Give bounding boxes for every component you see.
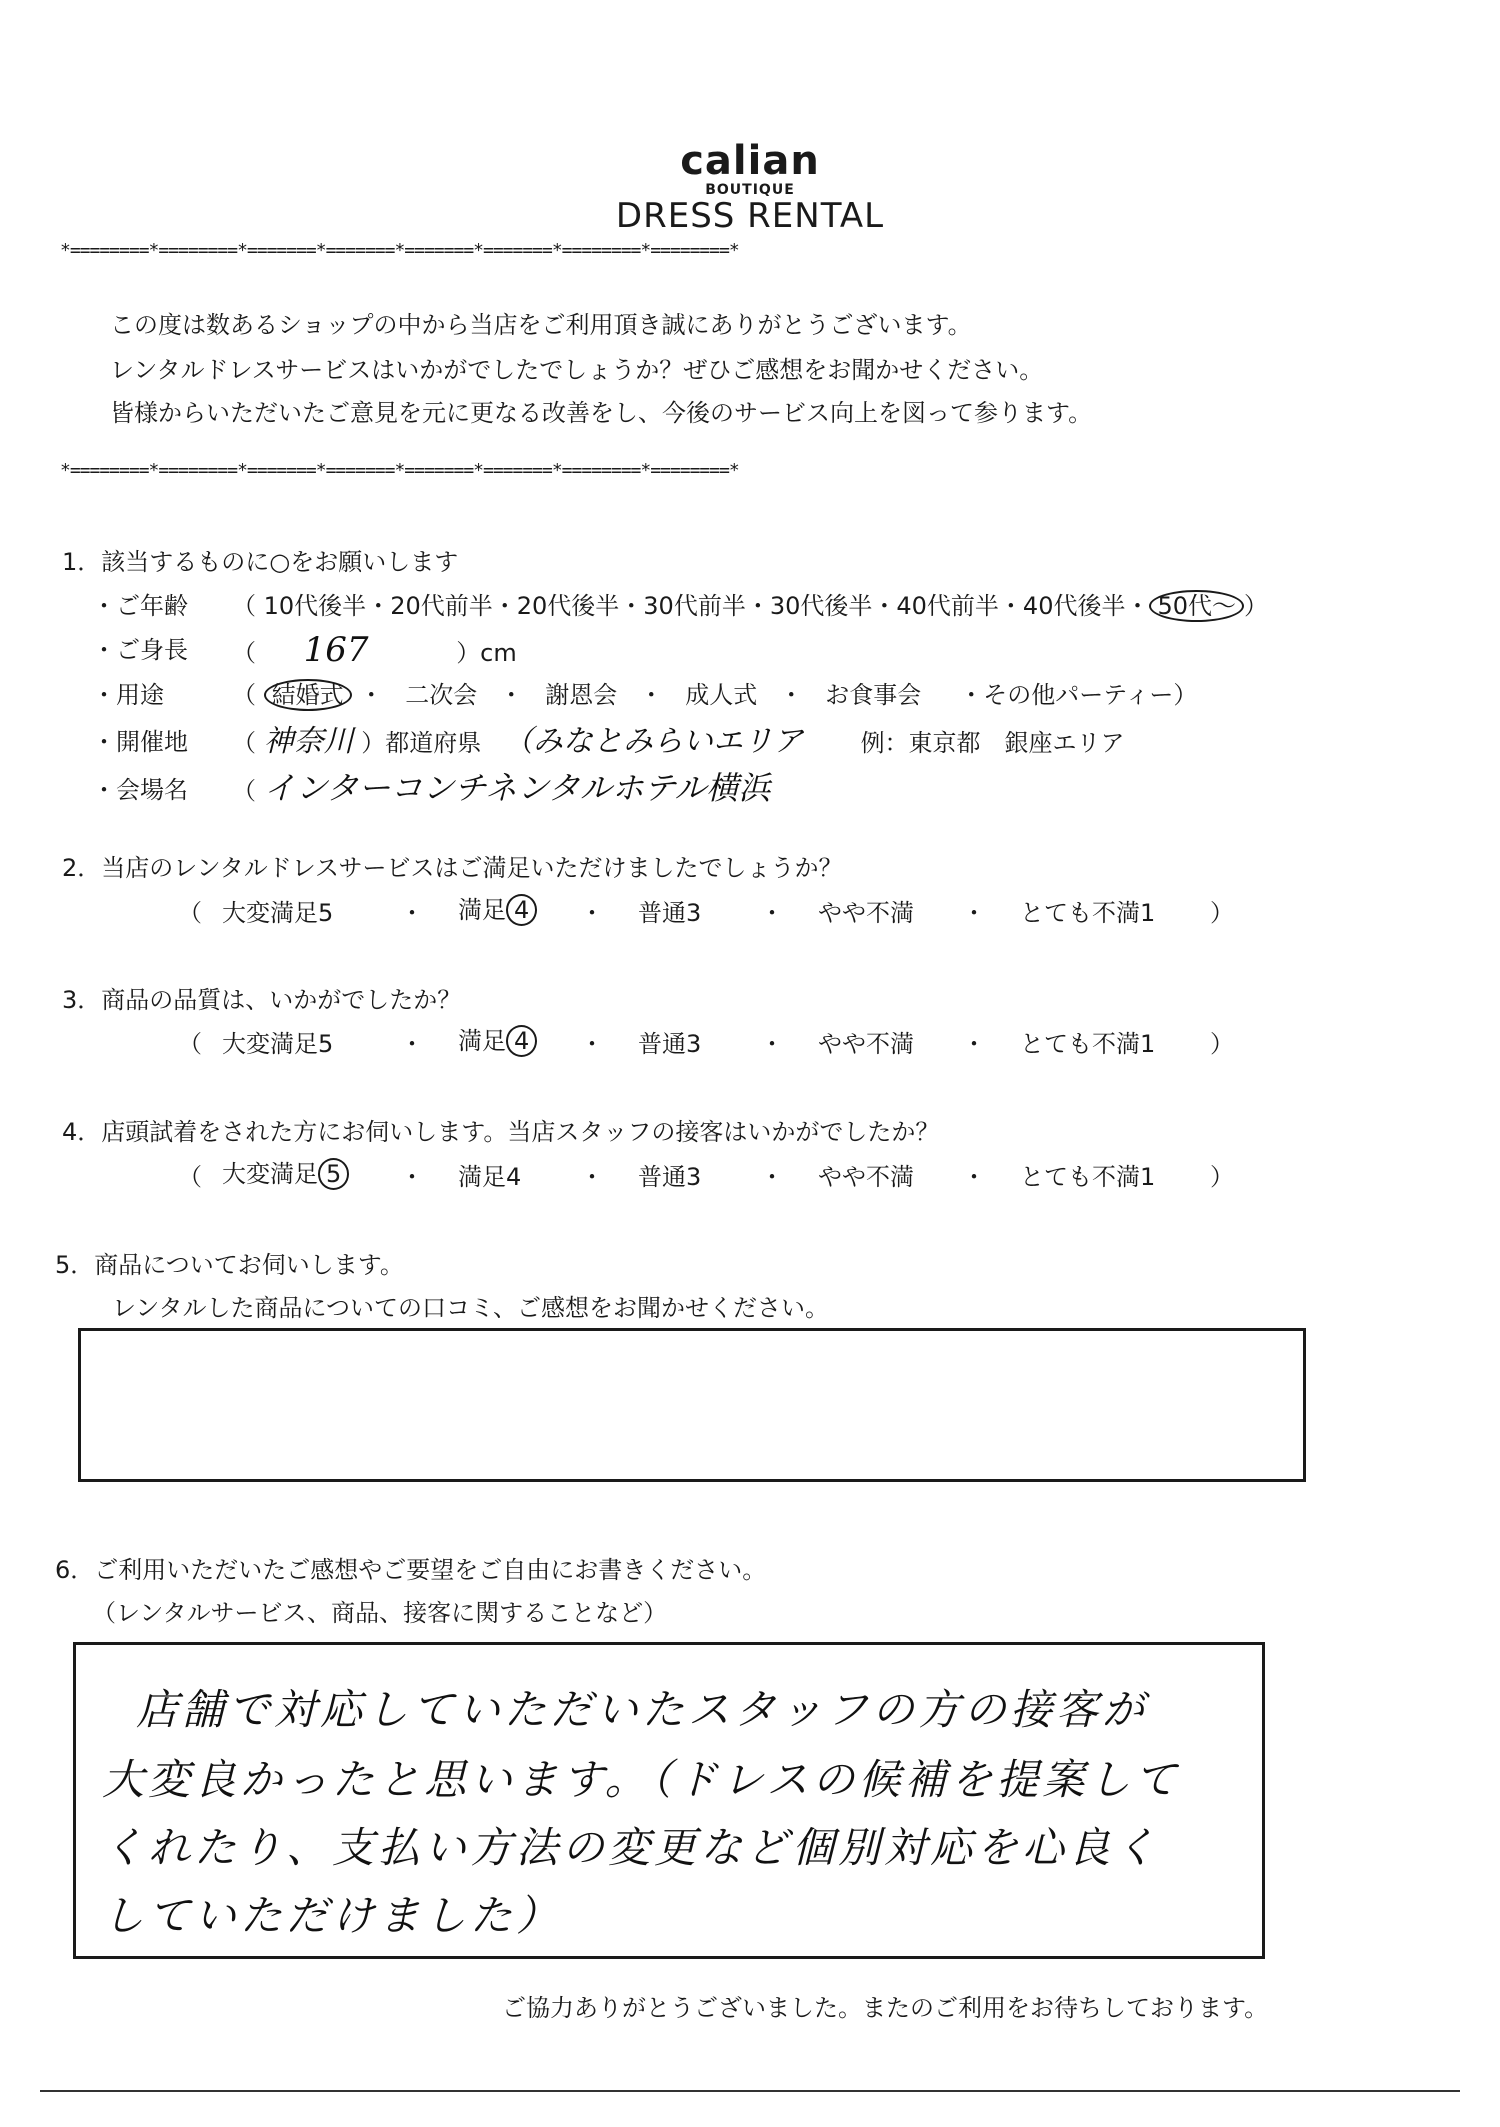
q1-title: 1．該当するものに○をお願いします: [62, 548, 459, 576]
q2-open: （: [178, 899, 202, 927]
q3-sep: ・: [400, 1030, 424, 1058]
q3-option-1: とても不満1: [1020, 1030, 1156, 1058]
q6-answer-line: 大変良かったと思います。（ドレスの候補を提案して: [102, 1755, 1181, 1804]
q6-subtitle: （レンタルサービス、商品、接客に関することなど）: [92, 1599, 668, 1627]
q6-answer-line: 店舗で対応していただいたスタッフの方の接客が: [136, 1685, 1149, 1734]
q3-close: ）: [1210, 1030, 1234, 1058]
venue-area: （みなとみらいエリア: [502, 724, 803, 759]
q6-answer-box[interactable]: [73, 1642, 1265, 1959]
q2-option-4: 満足 4: [458, 890, 537, 925]
q4-open: （: [178, 1163, 202, 1191]
venue-area-row: （ 神奈川 ）都道府県 （みなとみらいエリア 例：東京都 銀座エリア: [232, 724, 1125, 759]
q4-sep: ・: [400, 1163, 424, 1191]
brand-service: DRESS RENTAL: [615, 196, 885, 236]
q2-sep: ・: [580, 899, 604, 927]
q2-option-2: やや不満: [818, 899, 914, 927]
q5-answer-box[interactable]: [78, 1328, 1306, 1482]
footer-thanks: ご協力ありがとうございました。またのご利用をお待ちしております。: [502, 1994, 1269, 2022]
intro-line-2: レンタルドレスサービスはいかがでしたでしょうか？ぜひご感想をお聞かせください。: [110, 356, 1044, 384]
age-option: 40代前半: [896, 592, 999, 620]
purpose-option: 成人式: [685, 681, 758, 709]
intro-line-3: 皆様からいただいたご意見を元に更なる改善をし、今後のサービス向上を図って参ります。: [110, 399, 1093, 427]
venue-name-row: （ インターコンチネンタルホテル横浜: [232, 769, 771, 807]
q3-selected: 4: [506, 1025, 537, 1057]
q4-selected: 5: [318, 1158, 349, 1190]
q2-sep: ・: [962, 899, 986, 927]
q2-title: 2．当店のレンタルドレスサービスはご満足いただけましたでしょうか？: [62, 854, 843, 882]
q5-subtitle: レンタルした商品についての口コミ、ご感想をお聞かせください。: [112, 1294, 829, 1322]
age-option: 10代後半: [263, 592, 367, 620]
venue-name: インターコンチネンタルホテル横浜: [263, 769, 771, 807]
q2-close: ）: [1210, 899, 1234, 927]
brand-name: calian: [680, 138, 820, 184]
venue-example: 例：東京都 銀座エリア: [860, 729, 1125, 757]
q3-sep: ・: [962, 1030, 986, 1058]
purpose-selected: 結婚式: [264, 679, 352, 711]
q4-sep: ・: [580, 1163, 604, 1191]
q3-title: 3．商品の品質は、いかがでしたか？: [62, 986, 462, 1014]
q5-title: 5．商品についてお伺いします。: [55, 1251, 404, 1279]
q4-sep: ・: [760, 1163, 784, 1191]
purpose-option: お食事会: [825, 681, 922, 709]
q6-title: 6．ご利用いただいたご感想やご要望をご自由にお書きください。: [55, 1556, 767, 1584]
separator-bottom: *========*========*=======*=======*=======*=======*========*========*: [60, 460, 739, 481]
q4-option-1: とても不満1: [1020, 1163, 1156, 1191]
q4-title: 4．店頭試着をされた方にお伺いします。当店スタッフの接客はいかがでしたか？: [62, 1118, 940, 1146]
age-option: 30代後半: [769, 592, 873, 620]
separator-top: *========*========*=======*=======*=======*=======*========*========*: [60, 240, 739, 261]
age-option: 30代前半: [643, 592, 746, 620]
q6-answer-line: くれたり、支払い方法の変更など個別対応を心良く: [102, 1823, 1161, 1872]
age-option: 20代前半: [390, 592, 493, 620]
q4-option-3: 普通3: [638, 1163, 702, 1191]
height-value: 167: [303, 630, 369, 670]
q4-close: ）: [1210, 1163, 1234, 1191]
purpose-label: ・用途: [92, 681, 164, 709]
brand-subtitle: BOUTIQUE: [705, 182, 795, 198]
q4-option-4: 満足4: [458, 1163, 522, 1191]
q2-selected: 4: [506, 894, 537, 926]
q2-sep: ・: [760, 899, 784, 927]
q2-option-3: 普通3: [638, 899, 702, 927]
q2-sep: ・: [400, 899, 424, 927]
venue-name-label: ・会場名: [92, 776, 188, 804]
q4-sep: ・: [962, 1163, 986, 1191]
q4-option-5: 大変満足 5: [222, 1154, 349, 1189]
q4-option-2: やや不満: [818, 1163, 914, 1191]
age-options: （ 10代後半・20代前半・20代後半・30代前半・30代後半・40代前半・40代後半・ 50代～ ）: [232, 592, 1269, 620]
age-selected: 50代～: [1149, 590, 1244, 622]
q3-option-3: 普通3: [638, 1030, 702, 1058]
q3-sep: ・: [760, 1030, 784, 1058]
intro-line-1: この度は数あるショップの中から当店をご利用頂き誠にありがとうございます。: [110, 311, 972, 339]
venue-prefecture: 神奈川: [263, 724, 354, 759]
height-label: ・ご身長: [92, 636, 188, 664]
q3-option-5: 大変満足5: [222, 1030, 334, 1058]
q3-open: （: [178, 1030, 202, 1058]
height-row: （ 167 ）cm: [232, 630, 517, 670]
purpose-option: 二次会: [405, 681, 478, 709]
purpose-option: 謝恩会: [545, 681, 618, 709]
age-label: ・ご年齢: [92, 592, 188, 620]
q3-option-4: 満足 4: [458, 1021, 537, 1056]
purpose-options: （ 結婚式 ・ 二次会 ・ 謝恩会 ・ 成人式 ・ お食事会 ・その他パーティー）: [232, 681, 1198, 709]
age-option: 20代後半: [516, 592, 620, 620]
q3-option-2: やや不満: [818, 1030, 914, 1058]
venue-area-label: ・開催地: [92, 728, 188, 756]
q3-sep: ・: [580, 1030, 604, 1058]
bottom-rule: [40, 2090, 1460, 2092]
purpose-option: ・その他パーティー）: [959, 681, 1198, 709]
q2-option-5: 大変満足5: [222, 899, 334, 927]
q6-answer-line: していただけました）: [102, 1891, 563, 1940]
q2-option-1: とても不満1: [1020, 899, 1156, 927]
age-option: 40代後半: [1022, 592, 1126, 620]
